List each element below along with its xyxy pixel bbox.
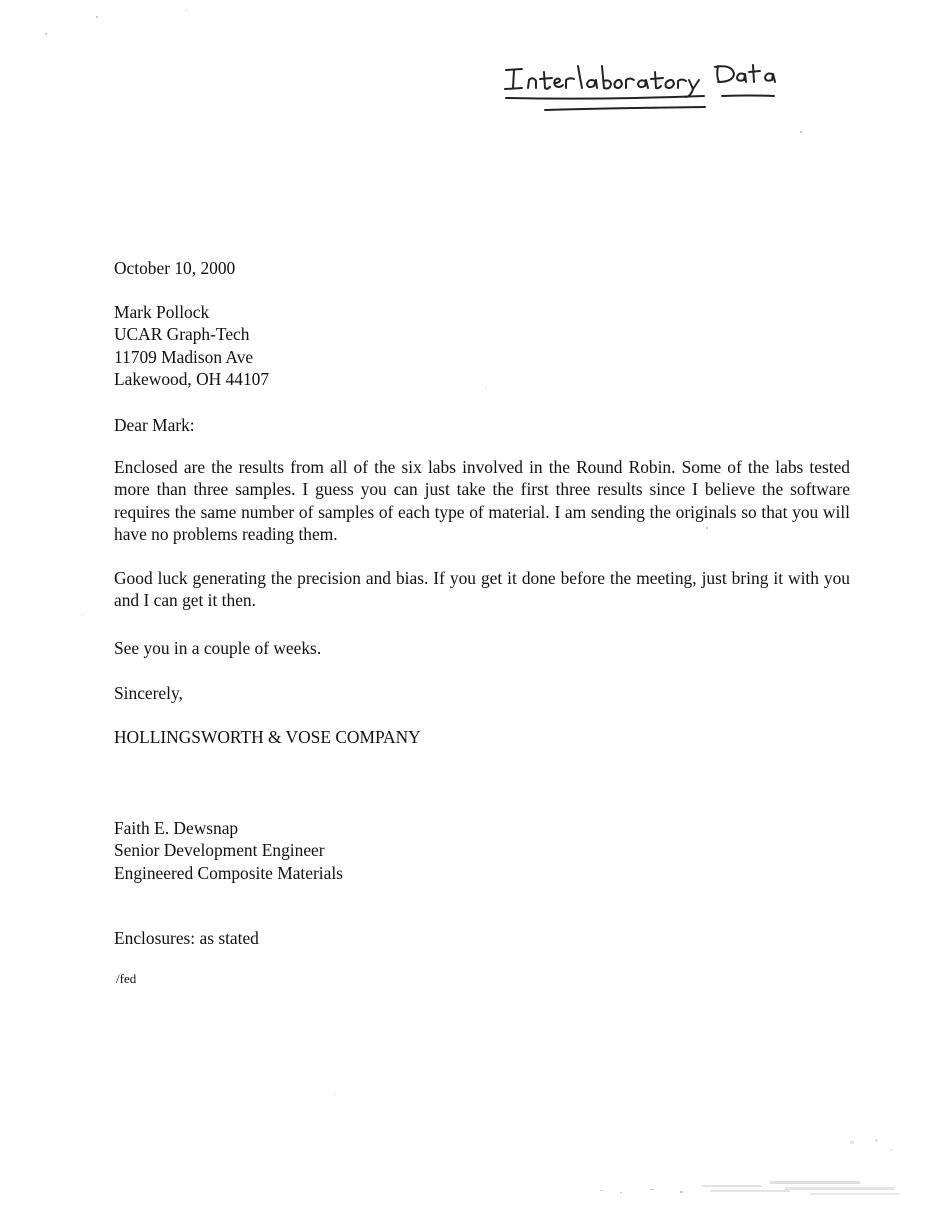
handwritten-note-drawing: [500, 52, 800, 122]
scan-speck: [334, 1094, 335, 1095]
scan-speck: [82, 614, 83, 615]
body-paragraph-1: Enclosed are the results from all of the six labs involved in the Round Robin. Some of the labs tested more than three samples. I guess you can just take the first three results since I believe the software requires the same number of samples of each type of material. I am sending the originals so that you will have no problems reading them.: [114, 457, 850, 545]
salutation: Dear Mark:: [114, 415, 195, 435]
recipient-city-state-zip: Lakewood, OH 44107: [114, 369, 270, 390]
scan-noise-drawing: [590, 1135, 920, 1205]
closing: Sincerely,: [114, 683, 183, 703]
signer-department: Engineered Composite Materials: [114, 862, 343, 883]
scan-noise: [590, 1135, 920, 1205]
body-paragraph-2: Good luck generating the precision and bias. If you get it done before the meeting, just bring it with you and I can get it then.: [114, 568, 850, 611]
scan-speck: [706, 527, 708, 529]
scan-speck: [45, 33, 47, 35]
signer-name: Faith E. Dewsnap: [114, 818, 239, 838]
letter-date: October 10, 2000: [114, 258, 236, 278]
scan-speck: [96, 16, 98, 18]
body-paragraph-3: See you in a couple of weeks.: [114, 638, 322, 658]
signer-title: Senior Development Engineer: [114, 840, 325, 861]
recipient-street: 11709 Madison Ave: [114, 346, 254, 367]
signature-block: [114, 817, 850, 884]
scan-speck: [800, 131, 802, 133]
recipient-address: [114, 301, 850, 391]
scan-speck: [186, 10, 187, 11]
typist-initials: /fed: [116, 971, 137, 986]
sender-company: HOLLINGSWORTH & VOSE COMPANY: [114, 727, 421, 747]
scan-speck: [485, 387, 486, 388]
recipient-name: Mark Pollock: [114, 302, 210, 322]
recipient-company: UCAR Graph-Tech: [114, 324, 250, 345]
enclosures-line: Enclosures: as stated: [114, 928, 259, 948]
handwritten-annotation: [500, 52, 800, 122]
